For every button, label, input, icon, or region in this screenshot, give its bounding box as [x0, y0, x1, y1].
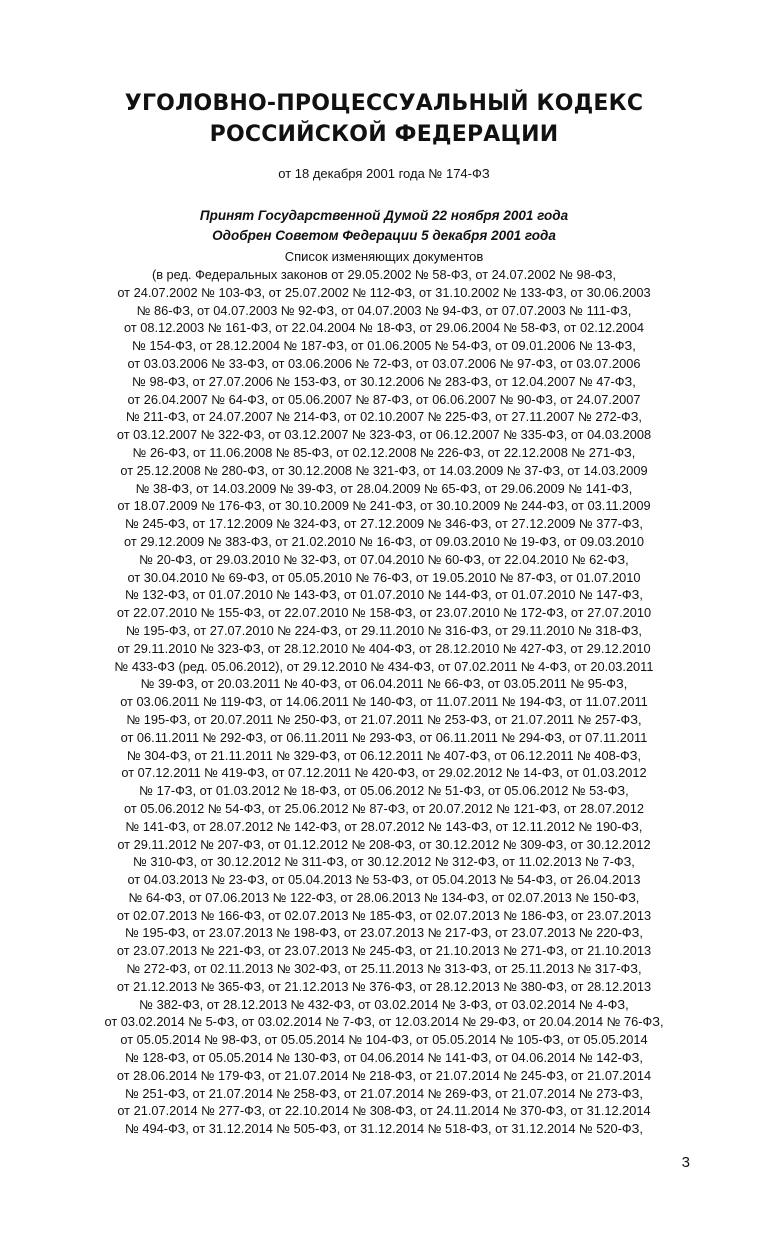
amendment-line: от 29.11.2012 № 207-ФЗ, от 01.12.2012 № 208-ФЗ, от 30.12.2012 № 309-ФЗ, от 30.12.2012: [117, 836, 651, 852]
amendment-line: № 98-ФЗ, от 27.07.2006 № 153-ФЗ, от 30.12.2006 № 283-ФЗ, от 12.04.2007 № 47-ФЗ,: [132, 373, 636, 389]
amendment-line: от 25.12.2008 № 280-ФЗ, от 30.12.2008 № 321-ФЗ, от 14.03.2009 № 37-ФЗ, от 14.03.2009: [120, 462, 648, 478]
adoption-info: [0, 206, 768, 246]
adopted-duma: Принят Государственной Думой 22 ноября 2001 года: [199, 208, 569, 223]
amendment-line: от 29.11.2010 № 323-ФЗ, от 28.12.2010 № 404-ФЗ, от 28.12.2010 № 427-ФЗ, от 29.12.2010: [117, 640, 651, 656]
amendment-line: № 195-ФЗ, от 23.07.2013 № 198-ФЗ, от 23.07.2013 № 217-ФЗ, от 23.07.2013 № 220-ФЗ,: [125, 925, 643, 941]
amendment-line: № 195-ФЗ, от 20.07.2011 № 250-ФЗ, от 21.07.2011 № 253-ФЗ, от 21.07.2011 № 257-ФЗ,: [126, 711, 642, 727]
title-line-1: УГОЛОВНО-ПРОЦЕССУАЛЬНЫЙ КОДЕКС: [124, 91, 644, 116]
amendment-line: № 17-ФЗ, от 01.03.2012 № 18-ФЗ, от 05.06.2012 № 51-ФЗ, от 05.06.2012 № 53-ФЗ,: [139, 783, 629, 799]
amendment-line: № 382-ФЗ, от 28.12.2013 № 432-ФЗ, от 03.02.2014 № 3-ФЗ, от 03.02.2014 № 4-ФЗ,: [139, 996, 629, 1012]
amendment-line: от 26.04.2007 № 64-ФЗ, от 05.06.2007 № 87-ФЗ, от 06.06.2007 № 90-ФЗ, от 24.07.2007: [127, 391, 641, 407]
amendment-line: от 03.03.2006 № 33-ФЗ, от 03.06.2006 № 72-ФЗ, от 03.07.2006 № 97-ФЗ, от 03.07.2006: [127, 355, 641, 371]
amendment-line: № 310-ФЗ, от 30.12.2012 № 311-ФЗ, от 30.12.2012 № 312-ФЗ, от 11.02.2013 № 7-ФЗ,: [133, 854, 635, 870]
document-title: [0, 88, 768, 150]
amendment-line: от 04.03.2013 № 23-ФЗ, от 05.04.2013 № 53-ФЗ, от 05.04.2013 № 54-ФЗ, от 26.04.2013: [127, 872, 641, 888]
amendment-line: от 02.07.2013 № 166-ФЗ, от 02.07.2013 № 185-ФЗ, от 02.07.2013 № 186-ФЗ, от 23.07.2013: [116, 907, 652, 923]
amendment-line: № 26-ФЗ, от 11.06.2008 № 85-ФЗ, от 02.12.2008 № 226-ФЗ, от 22.12.2008 № 271-ФЗ,: [132, 444, 636, 460]
amendment-line: от 21.12.2013 № 365-ФЗ, от 21.12.2013 № 376-ФЗ, от 28.12.2013 № 380-ФЗ, от 28.12.2013: [116, 978, 652, 994]
amendment-line: от 07.12.2011 № 419-ФЗ, от 07.12.2011 № 420-ФЗ, от 29.02.2012 № 14-ФЗ, от 01.03.2012: [121, 765, 647, 781]
amendment-line: от 23.07.2013 № 221-ФЗ, от 23.07.2013 № 245-ФЗ, от 21.10.2013 № 271-ФЗ, от 21.10.2013: [116, 943, 652, 959]
amendment-line: от 03.02.2014 № 5-ФЗ, от 03.02.2014 № 7-ФЗ, от 12.03.2014 № 29-ФЗ, от 20.04.2014 № 76-ФЗ,: [104, 1014, 664, 1030]
amendment-line: № 141-ФЗ, от 28.07.2012 № 142-ФЗ, от 28.07.2012 № 143-ФЗ, от 12.11.2012 № 190-ФЗ,: [125, 818, 643, 834]
amendment-line: № 132-ФЗ, от 01.07.2010 № 143-ФЗ, от 01.07.2010 № 144-ФЗ, от 01.07.2010 № 147-ФЗ,: [125, 587, 643, 603]
amendment-line: № 494-ФЗ, от 31.12.2014 № 505-ФЗ, от 31.12.2014 № 518-ФЗ, от 31.12.2014 № 520-ФЗ,: [125, 1121, 643, 1137]
amendment-line: № 245-ФЗ, от 17.12.2009 № 324-ФЗ, от 27.12.2009 № 346-ФЗ, от 27.12.2009 № 377-ФЗ,: [125, 516, 643, 532]
amendment-line: от 06.11.2011 № 292-ФЗ, от 06.11.2011 № 293-ФЗ, от 06.11.2011 № 294-ФЗ, от 07.11.2011: [120, 729, 648, 745]
amendment-line: от 28.06.2014 № 179-ФЗ, от 21.07.2014 № 218-ФЗ, от 21.07.2014 № 245-ФЗ, от 21.07.2014: [116, 1067, 652, 1083]
amendment-line: от 05.06.2012 № 54-ФЗ, от 25.06.2012 № 87-ФЗ, от 20.07.2012 № 121-ФЗ, от 28.07.2012: [123, 800, 645, 816]
amendment-line: от 18.07.2009 № 176-ФЗ, от 30.10.2009 № 241-ФЗ, от 30.10.2009 № 244-ФЗ, от 03.11.2009: [117, 498, 651, 514]
amendment-line: от 22.07.2010 № 155-ФЗ, от 22.07.2010 № 158-ФЗ, от 23.07.2010 № 172-ФЗ, от 27.07.2010: [116, 605, 652, 621]
amendment-line: от 03.06.2011 № 119-ФЗ, от 14.06.2011 № 140-ФЗ, от 11.07.2011 № 194-ФЗ, от 11.07.2011: [120, 694, 648, 710]
amendment-line: от 30.04.2010 № 69-ФЗ, от 05.05.2010 № 76-ФЗ, от 19.05.2010 № 87-ФЗ, от 01.07.2010: [127, 569, 641, 585]
amendment-line: № 211-ФЗ, от 24.07.2007 № 214-ФЗ, от 02.10.2007 № 225-ФЗ, от 27.11.2007 № 272-ФЗ,: [126, 409, 642, 425]
approved-council: Одобрен Советом Федерации 5 декабря 2001 года: [212, 228, 556, 243]
amendment-line: от 03.12.2007 № 322-ФЗ, от 03.12.2007 № 323-ФЗ, от 06.12.2007 № 335-ФЗ, от 04.03.2008: [116, 427, 652, 443]
amendment-line: № 128-ФЗ, от 05.05.2014 № 130-ФЗ, от 04.06.2014 № 141-ФЗ, от 04.06.2014 № 142-ФЗ,: [125, 1050, 643, 1066]
amendment-line: от 29.12.2009 № 383-ФЗ, от 21.02.2010 № 16-ФЗ, от 09.03.2010 № 19-ФЗ, от 09.03.2010: [123, 533, 645, 549]
amendments-list: [0, 266, 768, 1138]
amendment-line: № 38-ФЗ, от 14.03.2009 № 39-ФЗ, от 28.04.2009 № 65-ФЗ, от 29.06.2009 № 141-ФЗ,: [135, 480, 633, 496]
title-line-2: РОССИЙСКОЙ ФЕДЕРАЦИИ: [209, 122, 559, 147]
amendment-line: № 154-ФЗ, от 28.12.2004 № 187-ФЗ, от 01.06.2005 № 54-ФЗ, от 09.01.2006 № 13-ФЗ,: [132, 338, 636, 354]
amendment-line: (в ред. Федеральных законов от 29.05.2002 № 58-ФЗ, от 24.07.2002 № 98-ФЗ,: [151, 267, 617, 282]
page-number: 3: [681, 1154, 690, 1171]
document-date: от 18 декабря 2001 года № 174-ФЗ: [278, 166, 490, 181]
amendment-line: № 20-ФЗ, от 29.03.2010 № 32-ФЗ, от 07.04.2010 № 60-ФЗ, от 22.04.2010 № 62-ФЗ,: [139, 551, 629, 567]
amendment-line: № 304-ФЗ, от 21.11.2011 № 329-ФЗ, от 06.12.2011 № 407-ФЗ, от 06.12.2011 № 408-ФЗ,: [126, 747, 642, 763]
amendments-heading: Список изменяющих документов: [284, 249, 484, 264]
amendment-line: № 39-ФЗ, от 20.03.2011 № 40-ФЗ, от 06.04.2011 № 66-ФЗ, от 03.05.2011 № 95-ФЗ,: [140, 676, 628, 692]
amendment-line: № 86-ФЗ, от 04.07.2003 № 92-ФЗ, от 04.07.2003 № 94-ФЗ, от 07.07.2003 № 111-ФЗ,: [136, 302, 632, 318]
amendment-line: от 08.12.2003 № 161-ФЗ, от 22.04.2004 № 18-ФЗ, от 29.06.2004 № 58-ФЗ, от 02.12.2004: [123, 320, 645, 336]
amendment-line: от 05.05.2014 № 98-ФЗ, от 05.05.2014 № 104-ФЗ, от 05.05.2014 № 105-ФЗ, от 05.05.2014: [120, 1032, 648, 1048]
amendment-line: № 64-ФЗ, от 07.06.2013 № 122-ФЗ, от 28.06.2013 № 134-ФЗ, от 02.07.2013 № 150-ФЗ,: [128, 889, 640, 905]
amendment-line: от 24.07.2002 № 103-ФЗ, от 25.07.2002 № 112-ФЗ, от 31.10.2002 № 133-ФЗ, от 30.06.2003: [117, 284, 651, 300]
amendment-line: № 251-ФЗ, от 21.07.2014 № 258-ФЗ, от 21.07.2014 № 269-ФЗ, от 21.07.2014 № 273-ФЗ,: [125, 1085, 643, 1101]
amendment-line: № 195-ФЗ, от 27.07.2010 № 224-ФЗ, от 29.11.2010 № 316-ФЗ, от 29.11.2010 № 318-ФЗ,: [126, 622, 642, 638]
amendment-line: от 21.07.2014 № 277-ФЗ, от 22.10.2014 № 308-ФЗ, от 24.11.2014 № 370-ФЗ, от 31.12.2014: [117, 1103, 651, 1119]
amendment-line: № 433-ФЗ (ред. 05.06.2012), от 29.12.2010 № 434-ФЗ, от 07.02.2011 № 4-ФЗ, от 20.03.2011: [114, 658, 654, 674]
amendment-line: № 272-ФЗ, от 02.11.2013 № 302-ФЗ, от 25.11.2013 № 313-ФЗ, от 25.11.2013 № 317-ФЗ,: [126, 961, 642, 977]
